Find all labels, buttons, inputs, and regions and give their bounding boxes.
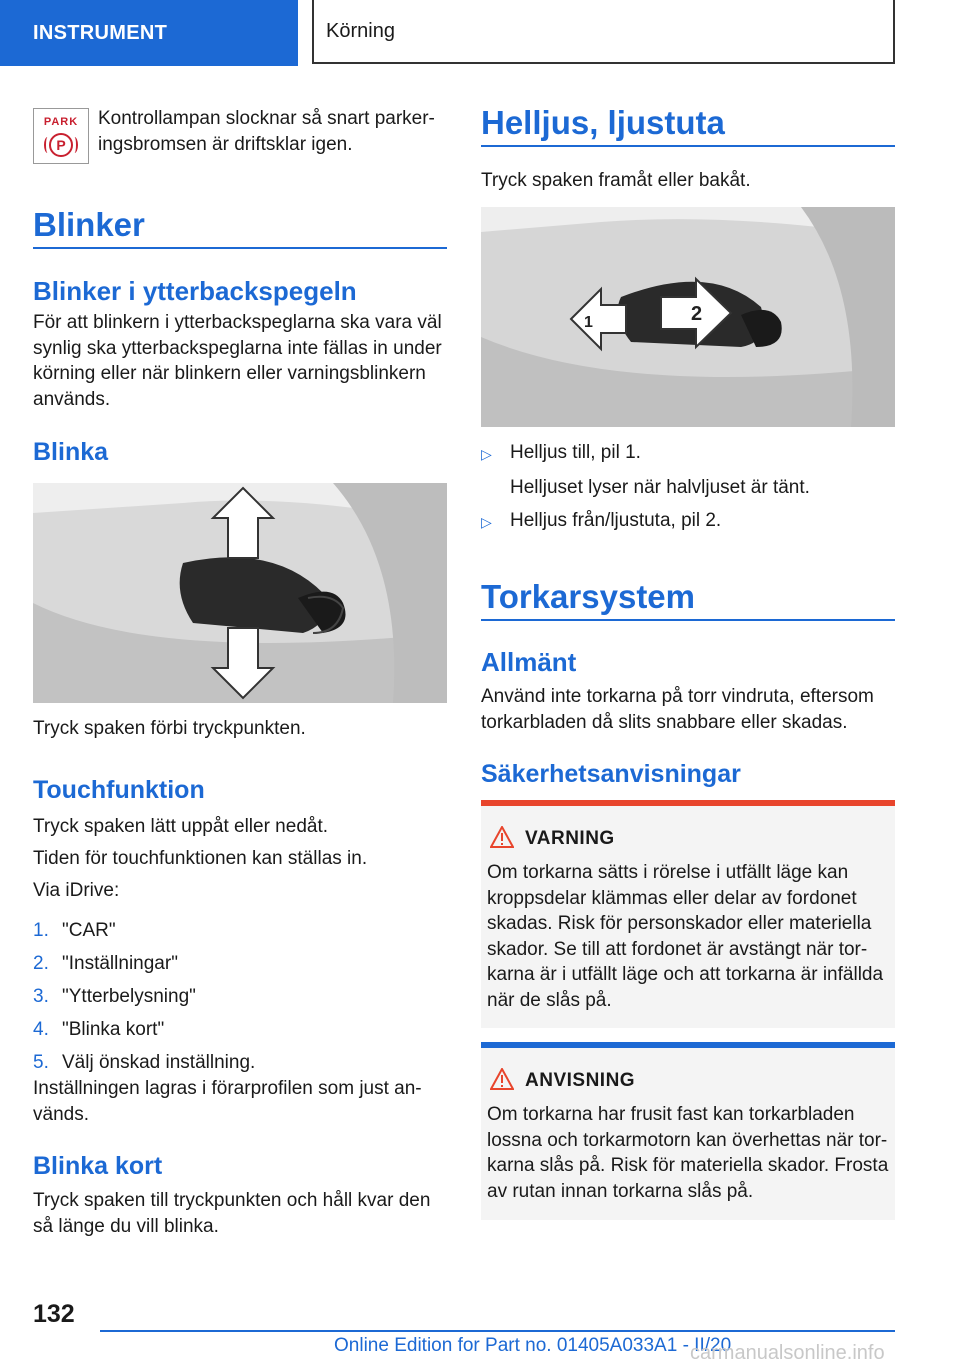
kort-text: Tryck spaken till tryckpunkten och håll kvar den så länge du vill blinka. <box>33 1190 431 1237</box>
footer-rule <box>100 1330 895 1332</box>
mirror-title: Blinker i ytterbackspegeln <box>33 276 357 306</box>
arrow-2-label: 2 <box>691 303 703 325</box>
list-item: ▷ Helljus till, pil 1. <box>481 440 895 467</box>
warning-triangle-icon <box>490 826 514 848</box>
note-label: ANVISNING <box>525 1070 636 1091</box>
torkar-rule <box>481 619 895 621</box>
sak-title: Säkerhetsanvisningar <box>481 760 741 788</box>
note-box <box>481 1042 895 1220</box>
touch-p1: Tryck spaken lätt uppåt eller nedåt. <box>33 816 329 837</box>
blinker-stalk-photo <box>33 483 447 703</box>
blinker-rule <box>33 247 447 249</box>
note-text: Om torkarna har frusit fast kan torkarbladen lossna och torkarmotorn kan överhettas när tor- karna slås på. Risk för materiella skador. Frosta av rutan innan torkarna slås på. <box>487 1104 889 1202</box>
warning-box <box>481 800 895 1028</box>
park-text: Kontrollampan slocknar så snart parker- ingsbromsen är driftsklar igen. <box>98 108 435 155</box>
list-item-sub: Helljuset lyser när halvljuset är tänt. <box>510 477 810 498</box>
edition-text: Online Edition for Part no. 01405A033A1 - II/20 <box>334 1335 732 1356</box>
kort-title: Blinka kort <box>33 1152 163 1180</box>
steps-list <box>33 918 447 1083</box>
helljus-intro: Tryck spaken framåt eller bakåt. <box>481 170 751 191</box>
triangle-bullet-icon: ▷ <box>481 446 492 462</box>
list-item: 4. "Blinka kort" <box>33 1019 165 1040</box>
park-brake-icon <box>33 108 89 164</box>
section-tab: INSTRUMENT <box>0 0 298 66</box>
touch-after: Inställningen lagras i förarprofilen som just an- vänds. <box>33 1078 422 1125</box>
blinka-caption: Tryck spaken förbi tryckpunkten. <box>33 718 306 739</box>
touch-p2: Tiden för touchfunktionen kan ställas in. <box>33 848 368 869</box>
triangle-bullet-icon: ▷ <box>481 514 492 530</box>
arrow-1-label: 1 <box>584 314 593 331</box>
headlight-stalk-photo <box>481 207 895 427</box>
chapter-tab: Körning <box>312 0 895 64</box>
park-symbol: P <box>56 137 66 153</box>
blinker-title: Blinker <box>33 206 145 243</box>
touch-p3: Via iDrive: <box>33 880 120 901</box>
list-item: ▷ Helljus från/ljustuta, pil 2. <box>481 508 895 535</box>
helljus-list <box>481 440 895 535</box>
torkar-title: Torkarsystem <box>481 578 696 615</box>
park-icon-label: PARK <box>43 116 79 128</box>
blinka-title: Blinka <box>33 438 109 466</box>
list-item: 5. Välj önskad inställning. <box>33 1052 256 1073</box>
list-item: 3. "Ytterbelysning" <box>33 986 196 1007</box>
page-number: 132 <box>33 1300 75 1328</box>
mirror-text: För att blinkern i ytterbackspeglarna ska vara väl synlig ska ytterbackspeglarna inte fällas in under körning eller när blinkern eller varningsblinkern används. <box>33 312 442 410</box>
list-item: 2. "Inställningar" <box>33 953 178 974</box>
allmant-title: Allmänt <box>481 647 577 677</box>
note-triangle-icon <box>490 1068 514 1090</box>
helljus-rule <box>481 145 895 147</box>
warning-text: Om torkarna sätts i rörelse i utfällt läge kan kroppsdelar klämmas eller delar av fordonet skadas. Risk för personskador eller materiella skador. Se till att fordonet är avstängt när tor- karna är i utfällt läge och att torkarna är infällda när de slås på. <box>487 862 884 1011</box>
touch-title: Touchfunktion <box>33 776 205 804</box>
list-item: 1. "CAR" <box>33 920 116 941</box>
allmant-text: Använd inte torkarna på torr vindruta, eftersom torkarbladen då slits snabbare eller skadas. <box>481 686 874 733</box>
warning-label: VARNING <box>525 828 615 849</box>
watermark: carmanualsonline.info <box>690 1342 885 1364</box>
helljus-title: Helljus, ljustuta <box>481 104 725 141</box>
